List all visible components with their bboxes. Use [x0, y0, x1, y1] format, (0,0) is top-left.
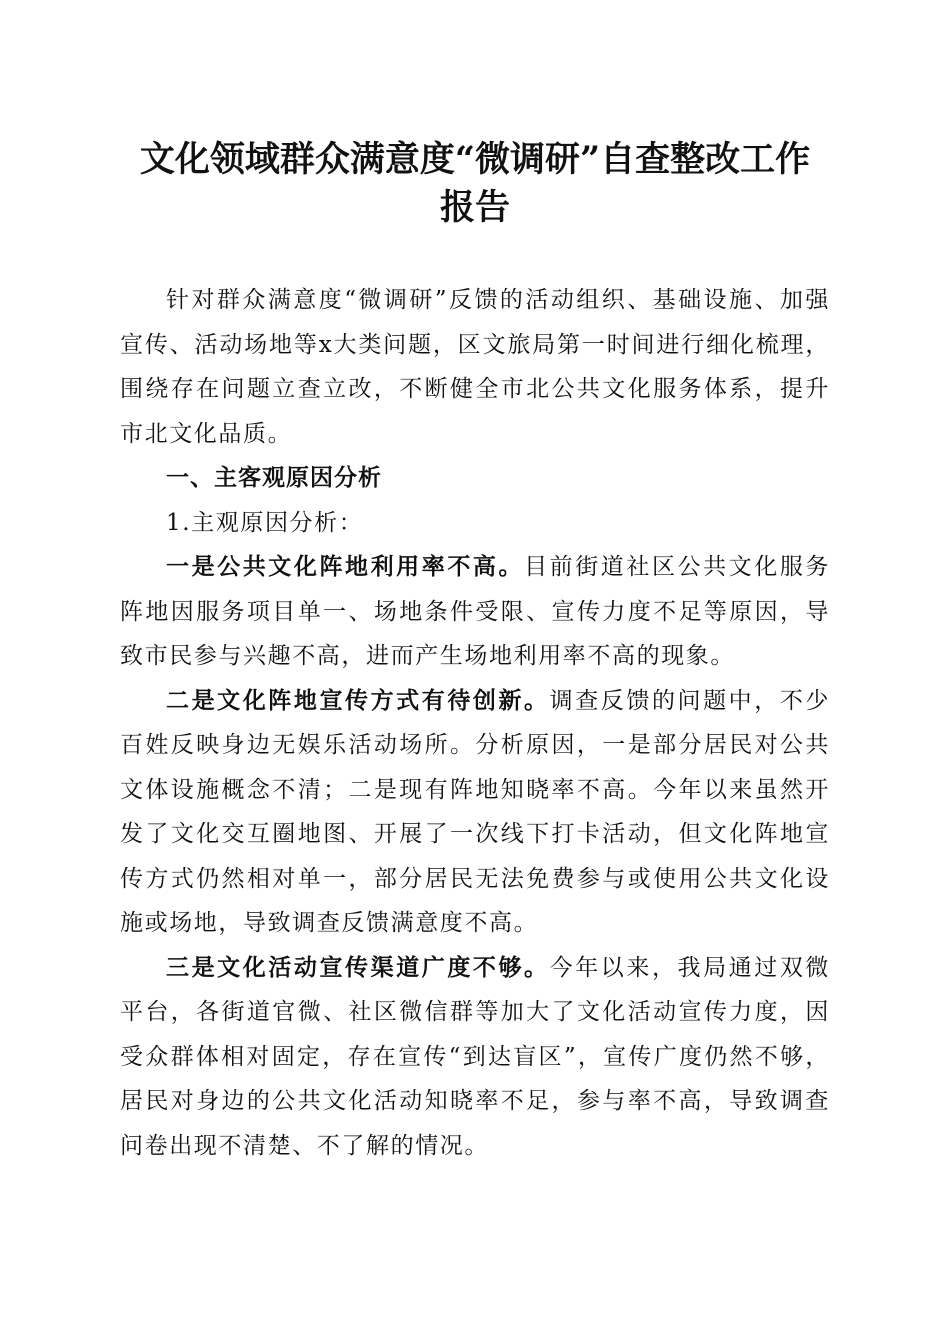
title-line-2: 报告 — [439, 187, 510, 228]
item-3-text: 今年以来，我局通过双微平台，各街道官微、社区微信群等加大了文化活动宣传力度，因受众群体相对固定，存在宣传“到达盲区”，宣传广度仍然不够，居民对身边的公共文化活动知晓率不足，参与率不高，导致调查问卷出现不清楚、不了解的情况。 — [120, 954, 830, 1159]
intro-paragraph: 针对群众满意度“微调研”反馈的活动组织、基础设施、加强宣传、活动场地等x大类问题，区文旅局第一时间进行细化梳理，围绕存在问题立查立改，不断健全市北公共文化服务体系，提升市北文化品质。 — [120, 287, 830, 447]
item-1-text: 目前街道社区公共文化服务阵地因服务项目单一、场地条件受限、宣传力度不足等原因，导致市民参与兴趣不高，进而产生场地利用率不高的现象。 — [120, 554, 830, 669]
item-3-lead: 三是文化活动宣传渠道广度不够。 — [166, 953, 550, 981]
item-2-lead: 二是文化阵地宣传方式有待创新。 — [166, 686, 550, 714]
document-body — [120, 278, 830, 1168]
title-line-1: 文化领域群众满意度“微调研”自查整改工作 — [139, 139, 811, 180]
subsection-1-heading: 1.主观原因分析： — [166, 509, 364, 536]
document-title — [110, 136, 840, 232]
item-1-lead: 一是公共文化阵地利用率不高。 — [166, 553, 525, 580]
item-2-paragraph — [120, 679, 830, 946]
section-1-heading: 一、主客观原因分析 — [166, 465, 382, 491]
item-3-paragraph — [120, 946, 830, 1169]
item-2-text: 调查反馈的问题中，不少百姓反映身边无娱乐活动场所。分析原因，一是部分居民对公共文体设施概念不清；二是现有阵地知晓率不高。今年以来虽然开发了文化交互圈地图、开展了一次线下打卡活动，但文化阵地宣传方式仍然相对单一，部分居民无法免费参与或使用公共文化设施或场地，导致调查反馈满意度不高。 — [120, 687, 830, 936]
item-1-paragraph — [120, 545, 830, 679]
